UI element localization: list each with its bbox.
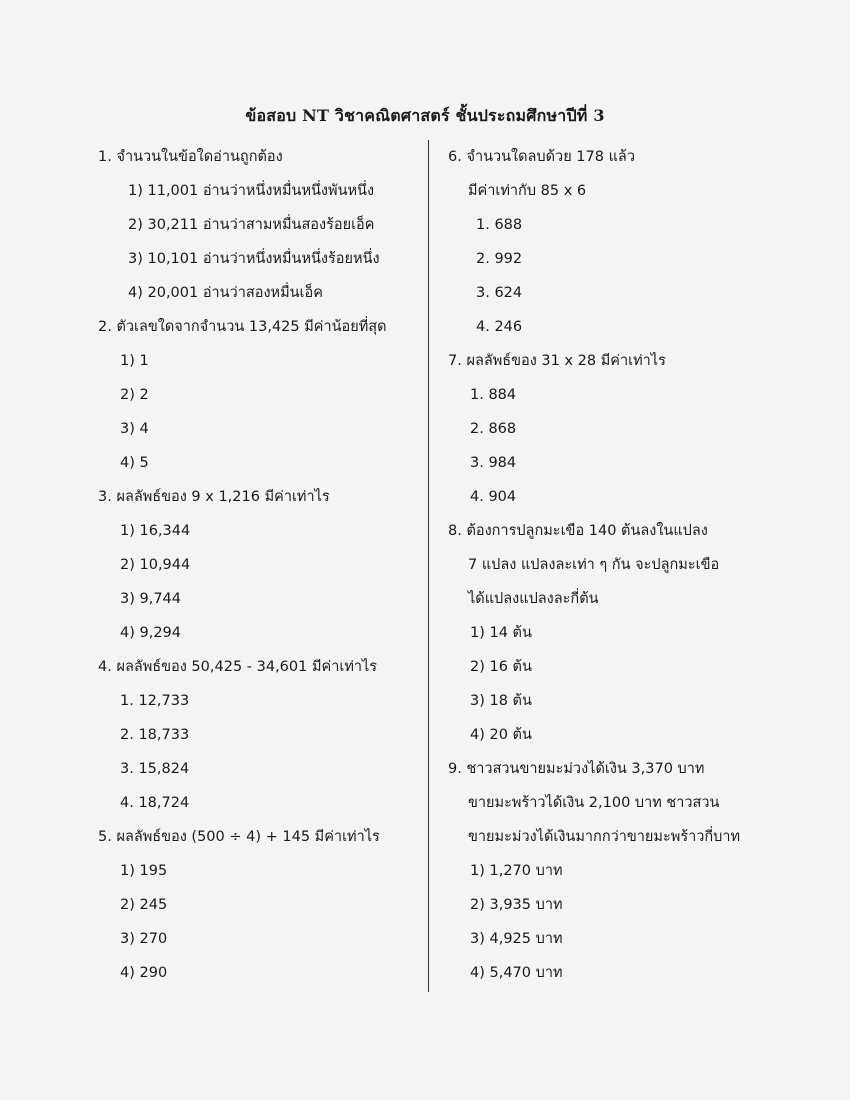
question-8-text-cont-1: 7 แปลง แปลงละเท่า ๆ กัน จะปลูกมะเขือ [468, 557, 720, 573]
question-3-option-3: 3) 9,744 [120, 591, 182, 607]
question-7-option-4: 4. 904 [470, 489, 517, 505]
question-8-option-3: 3) 18 ต้น [470, 693, 532, 709]
question-3-text: 3. ผลลัพธ์ของ 9 x 1,216 มีค่าเท่าไร [98, 489, 330, 505]
question-6-text: 6. จำนวนใดลบด้วย 178 แล้ว [448, 149, 635, 165]
question-9-text: 9. ชาวสวนขายมะม่วงได้เงิน 3,370 บาท [448, 761, 705, 777]
question-9-option-2: 2) 3,935 บาท [470, 897, 563, 913]
question-5-option-1: 1) 195 [120, 863, 168, 879]
question-8-option-4: 4) 20 ต้น [470, 727, 532, 743]
question-2-option-3: 3) 4 [120, 421, 149, 437]
question-1-text: 1. จำนวนในข้อใดอ่านถูกต้อง [98, 149, 283, 165]
question-7 [448, 344, 788, 514]
question-3-option-2: 2) 10,944 [120, 557, 191, 573]
question-4-text: 4. ผลลัพธ์ของ 50,425 - 34,601 มีค่าเท่าไร [98, 659, 378, 675]
question-2-option-4: 4) 5 [120, 455, 149, 471]
question-8-text: 8. ต้องการปลูกมะเขือ 140 ต้นลงในแปลง [448, 523, 708, 539]
question-7-text: 7. ผลลัพธ์ของ 31 x 28 มีค่าเท่าไร [448, 353, 666, 369]
question-2 [98, 310, 423, 480]
left-column [98, 140, 423, 990]
question-6-option-4: 4. 246 [476, 319, 523, 335]
column-divider [428, 140, 429, 992]
question-5-option-4: 4) 290 [120, 965, 168, 981]
question-8-option-2: 2) 16 ต้น [470, 659, 532, 675]
question-1-option-2: 2) 30,211 อ่านว่าสามหมื่นสองร้อยเอ็ค [128, 217, 375, 233]
question-5-option-2: 2) 245 [120, 897, 168, 913]
question-8 [448, 514, 788, 752]
question-9-option-3: 3) 4,925 บาท [470, 931, 563, 947]
exam-title: ข้อสอบ NT วิชาคณิตศาสตร์ ชั้นประถมศึกษาปีที่ 3 [245, 106, 605, 125]
question-6-option-1: 1. 688 [476, 217, 523, 233]
question-2-option-2: 2) 2 [120, 387, 149, 403]
question-4 [98, 650, 423, 820]
question-5-text: 5. ผลลัพธ์ของ (500 ÷ 4) + 145 มีค่าเท่าไร [98, 829, 380, 845]
question-6 [448, 140, 788, 344]
question-3 [98, 480, 423, 650]
question-9-text-cont-2: ขายมะม่วงได้เงินมากกว่าขายมะพร้าวกี่บาท [468, 829, 741, 845]
question-8-text-cont-2: ได้แปลงแปลงละกี่ต้น [468, 591, 599, 607]
question-8-option-1: 1) 14 ต้น [470, 625, 532, 641]
question-7-option-1: 1. 884 [470, 387, 517, 403]
question-4-option-2: 2. 18,733 [120, 727, 190, 743]
question-5 [98, 820, 423, 990]
question-3-option-4: 4) 9,294 [120, 625, 182, 641]
question-6-option-2: 2. 992 [476, 251, 523, 267]
question-9-option-1: 1) 1,270 บาท [470, 863, 563, 879]
question-5-option-3: 3) 270 [120, 931, 168, 947]
question-9-text-cont-1: ขายมะพร้าวได้เงิน 2,100 บาท ชาวสวน [468, 795, 720, 811]
question-7-option-2: 2. 868 [470, 421, 517, 437]
right-column [448, 140, 788, 990]
question-6-text-cont: มีค่าเท่ากับ 85 x 6 [468, 183, 587, 199]
question-6-option-3: 3. 624 [476, 285, 523, 301]
question-2-option-1: 1) 1 [120, 353, 149, 369]
question-9-option-4: 4) 5,470 บาท [470, 965, 563, 981]
question-3-option-1: 1) 16,344 [120, 523, 191, 539]
question-1-option-3: 3) 10,101 อ่านว่าหนึ่งหมื่นหนึ่งร้อยหนึ่ง [128, 251, 380, 267]
question-1-option-4: 4) 20,001 อ่านว่าสองหมื่นเอ็ค [128, 285, 323, 301]
question-4-option-1: 1. 12,733 [120, 693, 190, 709]
question-1-option-1: 1) 11,001 อ่านว่าหนึ่งหมื่นหนึ่งพันหนึ่ง [128, 183, 375, 199]
question-1 [98, 140, 423, 310]
question-4-option-4: 4. 18,724 [120, 795, 190, 811]
question-4-option-3: 3. 15,824 [120, 761, 190, 777]
question-9 [448, 752, 788, 990]
question-2-text: 2. ตัวเลขใดจากจำนวน 13,425 มีค่าน้อยที่สุด [98, 319, 387, 335]
question-7-option-3: 3. 984 [470, 455, 517, 471]
